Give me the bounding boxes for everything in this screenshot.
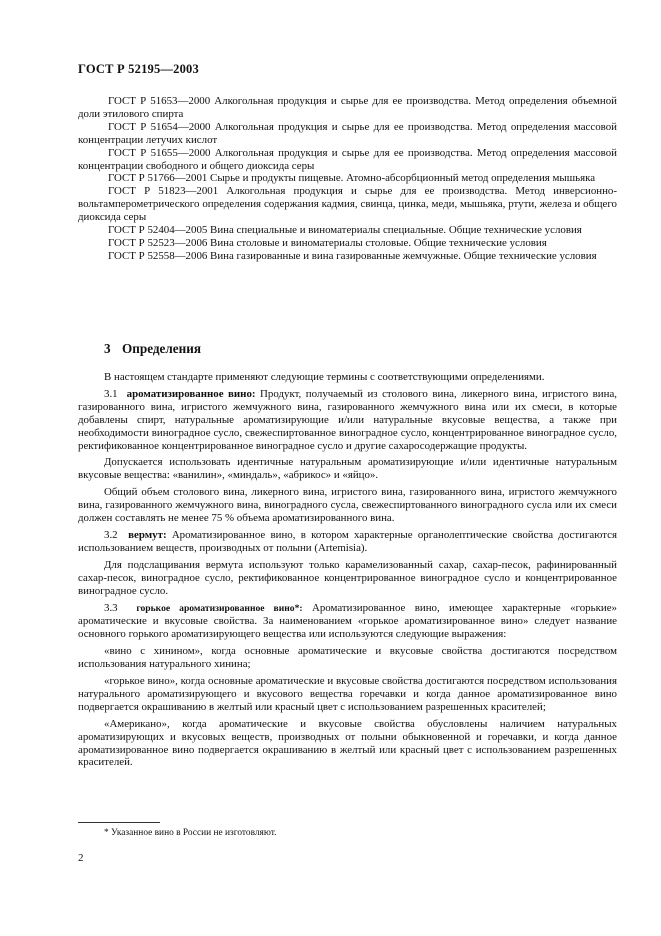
reference-item: ГОСТ Р 51823—2001 Алкогольная продукция и сырье для ее производства. Метод инверсионно-вольтамперометрического определения содержания кадмия, свинца, цинка, меди, мышьяка, ртути, железа и общего диоксида серы: [78, 185, 617, 224]
reference-item: ГОСТ Р 51655—2000 Алкогольная продукция и сырье для ее производства. Метод определения массовой концентрации свободного и общего диоксида серы: [78, 146, 617, 172]
paragraph: Допускается использовать идентичные натуральным ароматизирующие и/или идентичные натуральным вкусовые вещества: «ванилин», «миндаль», «абрикос» и «яйцо».: [78, 456, 617, 482]
clause-number: 3.1: [104, 387, 118, 400]
section-title: Определения: [122, 341, 201, 356]
reference-item: ГОСТ Р 52558—2006 Вина газированные и вина газированные жемчужные. Общие технические условия: [108, 249, 597, 262]
reference-item: ГОСТ Р 52404—2005 Вина специальные и виноматериалы специальные. Общие технические условия: [108, 224, 582, 237]
term: вермут:: [128, 528, 167, 541]
document-header: ГОСТ Р 52195—2003: [78, 62, 199, 76]
paragraph: «вино с хинином», когда основные ароматические и вкусовые свойства достигаются посредством использования натурального хинина;: [78, 645, 617, 671]
paragraph: «Американо», когда ароматические и вкусовые свойства обусловлены наличием натуральных ароматизирующих и вкусовых веществ, производных от полыни обыкновенной и горечавки, и когда данное ароматизированное вино подвергается окрашиванию в желтый или красный цвет с использованием разрешенных красителей.: [78, 717, 617, 769]
footnote-divider: [78, 822, 160, 823]
reference-item: ГОСТ Р 52523—2006 Вина столовые и виноматериалы столовые. Общие технические условия: [108, 236, 547, 249]
definition-3-3: [78, 602, 617, 642]
intro-paragraph: В настоящем стандарте применяют следующие термины с соответствующими определениями.: [104, 371, 545, 383]
paragraph: «горькое вино», когда основные ароматические и вкусовые свойства достигаются посредством использования натурального ароматизирующего и вкусового вещества горечавки и когда данное ароматизированное вино подвергается окрашиванию в желтый или красный цвет с использованием разрешенных красителей;: [78, 675, 617, 713]
clause-number: 3.3: [104, 601, 118, 614]
paragraph: Общий объем столового вина, ликерного вина, игристого вина, газированного вина, игристого жемчужного вина, газированного жемчужного вина, виноградного сусла, свежеспиртованного виноградного сусла или их смеси должен составлять не менее 75 % объема ароматизированного вина.: [78, 486, 617, 525]
clause-number: 3.2: [104, 528, 118, 541]
paragraph: Для подслащивания вермута используют только карамелизованный сахар, сахар-песок, рафинированный сахар-песок, виноградное сусло, ректификованное концентрированное виноградное сусло и концентрированное виноградное сусло.: [78, 558, 617, 597]
page-number: 2: [78, 852, 84, 864]
section-number: 3: [104, 341, 111, 356]
term: горькое ароматизированное вино*:: [136, 602, 303, 614]
reference-item: ГОСТ Р 51766—2001 Сырье и продукты пищевые. Атомно-абсорбционный метод определения мышьяка: [108, 172, 596, 185]
normative-references: [78, 95, 617, 263]
definitions-body: [78, 371, 617, 773]
definition-text: Продукт, получаемый из столового вина, ликерного вина, игристого вина, газированного вина, игристого жемчужного вина, газированного жемчужного вина или их смеси, в которые добавлены спирт, натуральные ароматизирующие и/или натуральные вкусовые вещества, а также при необходимости виноградное сусло, свежеспиртованное виноградное сусло, концентрированное виноградное сусло, ректификованное концентрированное виноградное сусло и другие сахаросодержащие продукты.: [78, 387, 618, 452]
reference-item: ГОСТ Р 51654—2000 Алкогольная продукция и сырье для ее производства. Метод определения массовой концентрации летучих кислот: [78, 120, 617, 146]
section-heading: [104, 341, 201, 357]
definition-3-1: [78, 388, 617, 453]
footnote: * Указанное вино в России не изготовляют.: [104, 828, 277, 838]
term: ароматизированное вино:: [126, 387, 256, 400]
reference-item: ГОСТ Р 51653—2000 Алкогольная продукция и сырье для ее производства. Метод определения объемной доли этилового спирта: [78, 95, 617, 120]
definition-3-2: [78, 529, 617, 555]
definition-text: Ароматизированное вино, в котором характерные органолептические свойства достигаются использованием веществ, производных от полыни (Artemisia).: [78, 528, 617, 554]
definition-text: Ароматизированное вино, имеющее характерные «горькие» ароматические и вкусовые свойства. За наименованием «горькое ароматизированное вино» следует название основного горького ароматизирующего вещества или используются следующие выражения:: [78, 601, 617, 641]
